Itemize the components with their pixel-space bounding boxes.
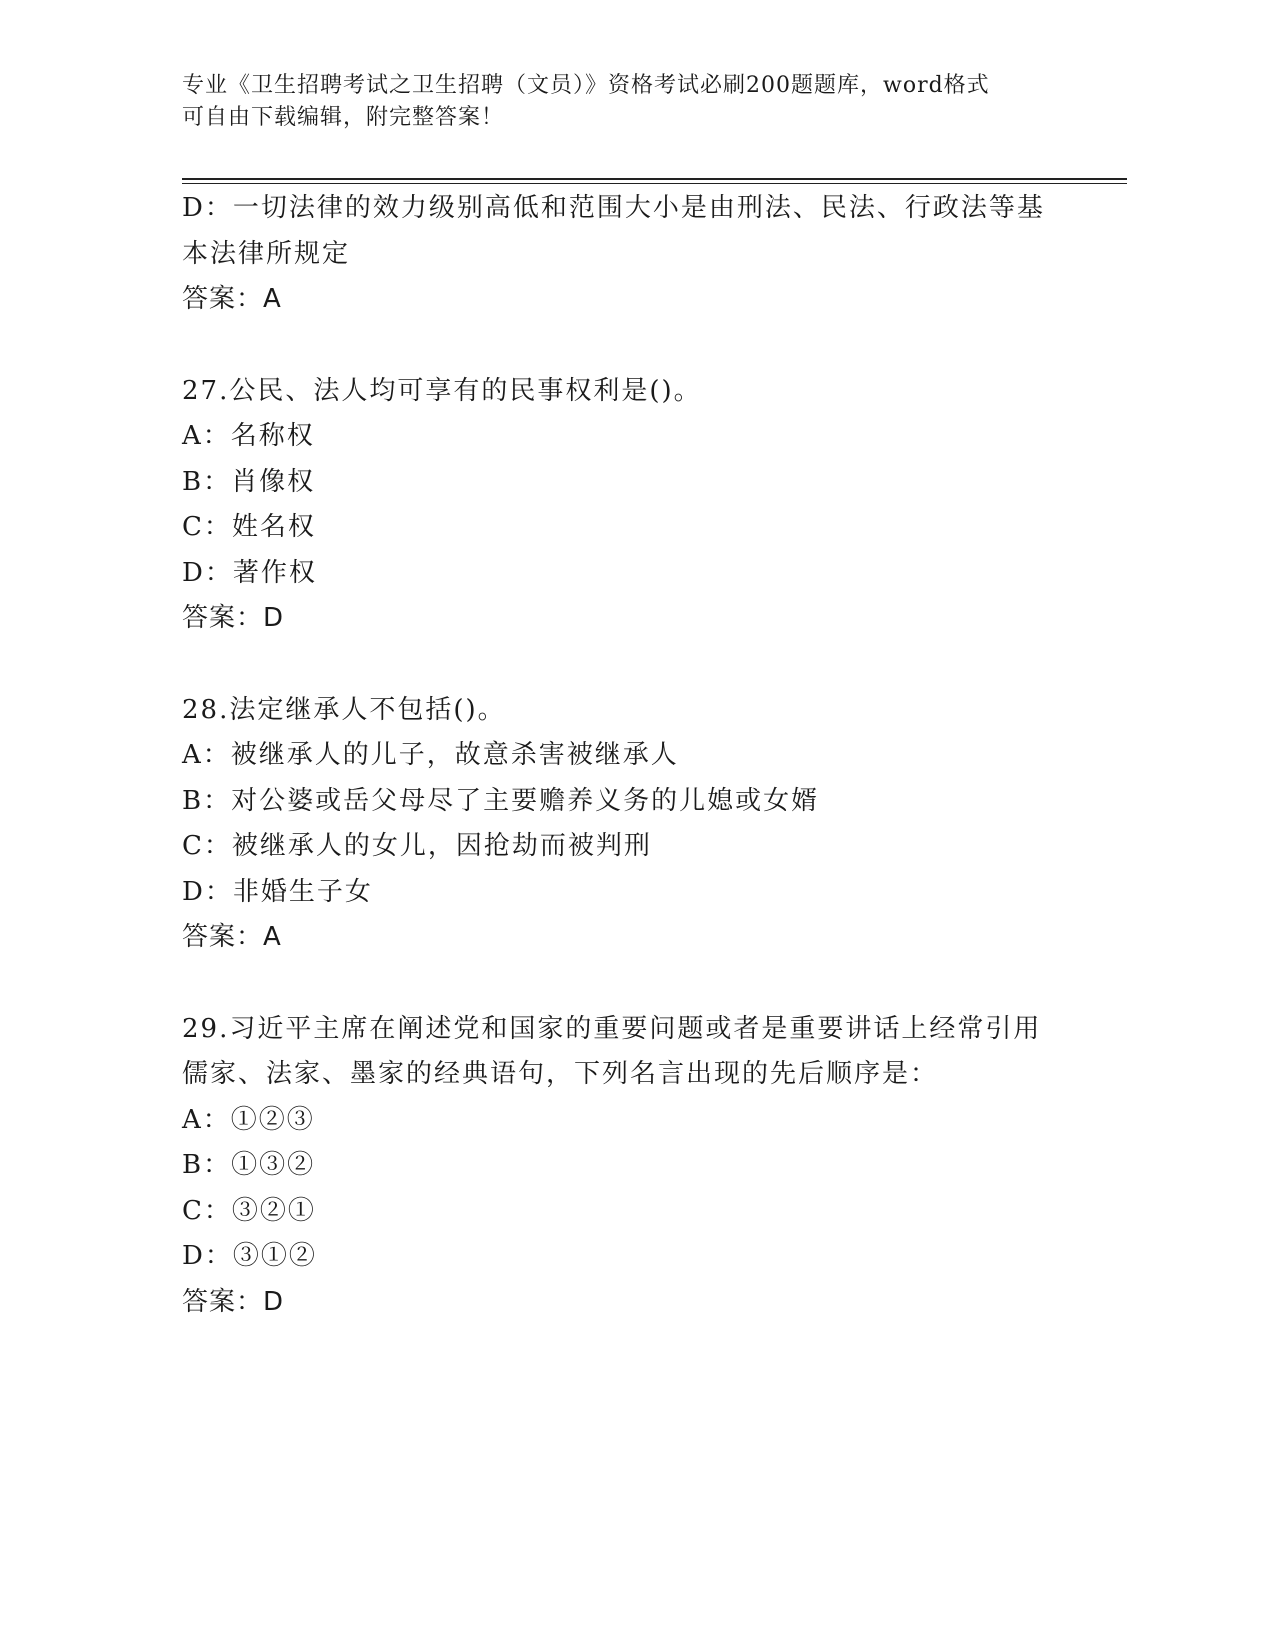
header-divider-thick — [182, 178, 1127, 180]
option-d: D：③①② — [182, 1241, 317, 1271]
answer-line: 答案：D — [182, 603, 285, 633]
option-a: A：被继承人的儿子，故意杀害被继承人 — [182, 740, 679, 770]
option-c: C：被继承人的女儿，因抢劫而被判刑 — [182, 831, 652, 861]
answer-line: 答案：A — [182, 284, 282, 314]
question-stem-continued: 儒家、法家、墨家的经典语句，下列名言出现的先后顺序是： — [182, 1059, 939, 1089]
question-spacer — [182, 961, 1082, 1007]
answer-line: 答案：A — [182, 922, 282, 952]
question-stem: 29.习近平主席在阐述党和国家的重要问题或者是重要讲话上经常引用 — [182, 1013, 1042, 1044]
question-28 — [182, 688, 1082, 961]
option-c: C：③②① — [182, 1195, 316, 1226]
option-a: A：名称权 — [182, 421, 315, 451]
question-27 — [182, 369, 1082, 642]
option-d: D：非婚生子女 — [182, 876, 373, 907]
header-title-line2: 可自由下载编辑，附完整答案！ — [182, 105, 505, 130]
question-spacer — [182, 642, 1082, 688]
question-spacer — [182, 323, 1082, 369]
question-29 — [182, 1007, 1082, 1326]
question-stem: 27.公民、法人均可享有的民事权利是()。 — [182, 375, 702, 406]
answer-line: 答案：D — [182, 1286, 285, 1317]
option-d: D：著作权 — [182, 557, 317, 588]
document-body — [182, 186, 1082, 1325]
option-b: B：对公婆或岳父母尽了主要赡养义务的儿媳或女婿 — [182, 785, 820, 816]
question-stem: 28.法定继承人不包括()。 — [182, 694, 506, 725]
option-c: C：姓名权 — [182, 512, 316, 542]
header-title-line1: 专业《卫生招聘考试之卫生招聘（文员）》资格考试必刷200题题库，word格式 — [182, 73, 990, 98]
header-divider-thin — [182, 183, 1127, 184]
option-a: A：①②③ — [182, 1104, 315, 1135]
document-header — [182, 70, 1052, 134]
option-d-continued: 本法律所规定 — [182, 238, 351, 269]
previous-question-tail — [182, 186, 1082, 323]
option-b: B：①③② — [182, 1150, 316, 1180]
option-d: D：一切法律的效力级别高低和范围大小是由刑法、民法、行政法等基 — [182, 193, 1045, 223]
option-b: B：肖像权 — [182, 466, 316, 497]
